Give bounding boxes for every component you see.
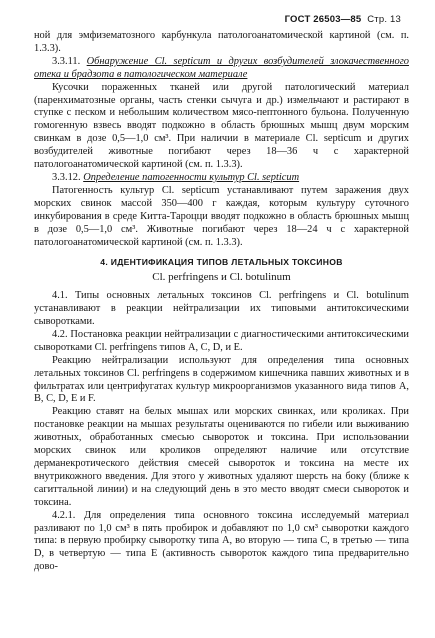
paragraph-3-3-12: Патогенность культур Cl. septicum устанавливают путем заражения двух морских свинок массой 350—400 г каждая, которым культуру суточного инкубирования в среде Китта-Тароцци вводят подкожно в область брюшных мышц в дозе 0,5—1,0 см³. Животные погибают через 18—24 ч с характерной патологоанатомической картиной (см. п. 1.3.3). [34, 184, 409, 248]
document-body [34, 30, 409, 574]
heading-3-3-12 [34, 172, 409, 185]
heading-3-3-11 [34, 56, 409, 82]
section-4-subtitle: Cl. perfringens и Cl. botulinum [152, 271, 291, 284]
heading-3-3-12-number: 3.3.12. [52, 171, 81, 183]
paragraph-4-1: 4.1. Типы основных летальных токсинов Cl. perfringens и Cl. botulinum устанавливают в реакции нейтрализации их типовыми антитоксическими сыворотками. [34, 290, 409, 328]
running-header [285, 14, 401, 25]
paragraph-continued: ной для эмфизематозного карбункула патологоанатомической картиной (см. п. 1.3.3). [34, 30, 409, 54]
heading-3-3-11-number: 3.3.11. [52, 55, 81, 67]
paragraph-4-2-1: 4.2.1. Для определения типа основного токсина исследуемый материал разливают по 1,0 см³ в пять пробирок и добавляют по 1,0 см³ сыворотки каждого типа: в первую пробирку сыворотку типа A, во вторую — типа C, в третью — типа D, в четвертую — типа E (активность сывороток каждого типа предварительно дово- [34, 509, 409, 573]
paragraph-3-3-11: Кусочки пораженных тканей или другой патологический материал (паренхиматозные органы, часть стенки сычуга и др.) измельчают и растирают в ступке с песком и небольшим количеством мясо-пептонного бульона. Полученную гомогенную взвесь вводят подкожно в область брюшных мышц двум морским свинкам в дозе 0,5—1,0 см³. При наличии в материале Cl. septicum и других возбудителей животные погибают через 18—36 ч с характерной патологоанатомической картиной (см. п. 1.3.3). [34, 81, 409, 171]
page-number: Стр. 13 [367, 14, 401, 25]
heading-3-3-12-text: Определение патогенности культур Cl. septicum [83, 171, 300, 183]
paragraph-4-2: 4.2. Постановка реакции нейтрализации с диагностическими антитоксическими сыворотками Cl. perfringens типов A, C, D, и E. [34, 328, 409, 353]
paragraph-4-2-b: Реакцию ставят на белых мышах или морских свинках, или кроликах. При постановке реакции на мышах результаты оцениваются по гибели или выживанию животных, обработанных смесью сывороток и токсина. При использовании морских свинок или кроликов определяют наличие или отсутствие дерманекротического действия смесей сывороток и токсина на месте их внутрикожного введения. Для этого у животных удаляют шерсть на боку (ближе к сагиттальной линии) и на следующий день в это место вводят смеси сывороток и токсина. [34, 406, 409, 508]
standard-number: ГОСТ 26503—85 [284, 14, 362, 25]
heading-3-3-11-text: Обнаружение Cl. septicum и других возбудителей злокачественного отека и брадзота в патологическом материале [34, 55, 409, 80]
paragraph-4-2-a: Реакцию нейтрализации используют для определения типа основных летальных токсинов Cl. perfringens в содержимом кишечника павших животных и в фильтратах или центрифугатах культур микроорганизмов указанного вида типов A, B, C, D, E и F. [34, 354, 409, 405]
section-4-title: 4. ИДЕНТИФИКАЦИЯ ТИПОВ ЛЕТАЛЬНЫХ ТОКСИНОВ [100, 257, 343, 268]
